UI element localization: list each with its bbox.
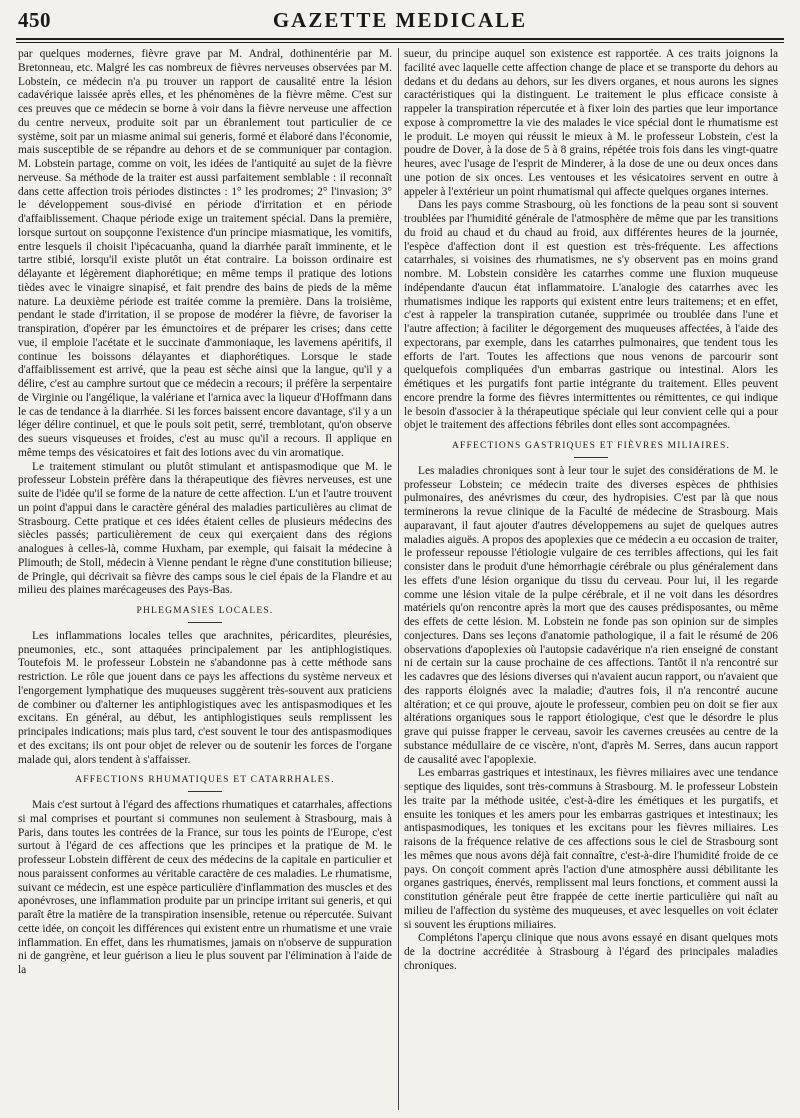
paragraph: Les inflammations locales telles que arachnites, péricardites, pleurésies, pneumonies, etc., sont attaquées principalement par les antiphlogistiques. Toutefois M. le professeur Lobstein ne s'abandonne pas à cette méthode sans restriction. Le rôle que jouent dans ce pays les affections du système nerveux et l'engorgement lymphatique des muqueuses suggèrent très-souvent aux praticiens de combiner ou d'alterner les antiphlogistiques avec les antispasmodiques et les excitans. En général, au début, les antiphlogistiques seuls remplissent les principales indications; mais plus tard, c'est souvent le tour des antispasmodiques et des excitans; ils ont pour objet de relever ou de soutenir les forces de l'organe malade qui, alors tendent à s'affaisser. xyxy=(18,629,392,766)
journal-title: GAZETTE MEDICALE xyxy=(272,8,528,32)
paragraph: sueur, du principe auquel son existence est rapportée. A ces traits joignons la facilité avec laquelle cette affection change de place et se transporte du dehors au dedans et du dedans au dehors, sur les divers organes, et nous aurons les signes caractéristiques qui la distinguent. Le traitement le plus efficace consiste à rappeler la transpiration répercutée et à fixer loin des parties que leur importance expose à compromettre la vie des malades le vice spécial dont le rhumatisme est le produit. Le moyen qui réussit le mieux à M. le professeur Lobstein, c'est la poudre de Dover, à la dose de 5 à 8 grains, répétée trois fois dans les vingt-quatre heures, avec l'usage de l'esprit de Minderer, à la dose de une ou deux onces dans une potion de six onces. Les ventouses et les vésicatoires servent en outre à appeler à l'extérieur un point rhumatismal qui affecte quelques organes internes. xyxy=(404,48,778,198)
header-rule xyxy=(16,38,784,40)
paragraph: Mais c'est surtout à l'égard des affections rhumatiques et catarrhales, affections si mal comprises et pourtant si communes non seulement à Strasbourg, mais à Paris, dans toutes les contrées de la France, sur tous les points de l'Europe, c'est surtout à l'égard de ces affections que les principes et la pratique de M. le professeur Lobstein diffèrent de ceux des médecins de la capitale en particulier et nous paraissent conformes au véritable caractère de ces maladies. Le rhumatisme, suivant ce médecin, est une espèce particulière d'inflammation des muscles et des aponévroses, une inflammation produite par un principe irritant sui generis, et qui paraît être la matière de la transpiration insensible, retenue ou répercutée. Suivant cette idée, on conçoit les différences qui existent entre un rhumatisme et une vraie inflammation. En effet, dans les rhumatismes, jamais on n'observe de suppuration ni de gangrène, et leur guérison a lieu le plus souvent par l'élimination à l'aide de la xyxy=(18,799,392,976)
column-divider xyxy=(398,48,399,1110)
section-heading: AFFECTIONS GASTRIQUES ET FIÈVRES MILIAIRES. xyxy=(404,440,778,458)
page-number: 450 xyxy=(18,8,51,32)
header-rule-thin xyxy=(16,42,784,43)
paragraph: par quelques modernes, fièvre grave par M. Andral, dothinentérie par M. Bretonneau, etc. Malgré les cas nombreux de fièvres nerveuses observées par M. Lobstein, ce médecin n'a pu trouver un rapport de causalité entre la lésion cadavérique laissée après elles, et les phénomènes de la fièvre même. C'est sur ces preuves que ce médecin se borne à voir dans la fièvre nerveuse une affection du centre nerveux, produite soit par un ébranlement tout particulier de ce système, soit par un miasme animal sui generis, formé et élaboré dans l'économie, mais susceptible de se répandre au dehors et de se communiquer par contagion. M. Lobstein partage, comme on voit, les idées de l'antiquité au sujet de la fièvre nerveuse. Sa méthode de la traiter est aussi parfaitement semblable : il reconnaît dans cette affection trois périodes distinctes : 1° les prodromes; 2° l'invasion; 3° le développement sous-divisé en période d'irritation et en période d'affaiblissement. Chaque période exige un traitement spécial. Dans la première, lorsque surtout on soupçonne l'existence d'un principe miasmatique, les vomitifs, entre lesquels il choisit l'ipécacuanha, quand la diarrhée paraît imminente, et le tartre stibié, lorsqu'il existe plutôt un état contraire. La boisson ordinaire est délayante et légèrement diaphorétique; en même temps il pratique des lotions tièdes avec le vinaigre sinapisé, et fait prendre des bains de pieds de la même nature. La deuxième période est traitée comme la première. Dans la troisième, pendant le stade d'irritation, il se propose de modérer la fièvre, de favoriser la transpiration, d'opérer par les émunctoires et de préparer les crises; dans cette vue, il emploie l'acétate et le succinate d'ammoniaque, les lavemens apéritifs, il continue les boissons délayantes et diaphorétiques. Lorsque le stade d'affaiblissement est arrivé, que la peau est sèche ainsi que la langue, qu'il y a délire, c'est au camphre surtout que ce médecin a recours; il préfère la serpentaire de Virginie ou l'angélique, la valériane et l'arnica avec la liqueur d'Hoffmann dans le cas de tendance à la diarrhée. Si les forces baissent encore davantage, s'il y a un léger délire continuel, et que le pouls soit petit, serré, tremblotant, qu'on observe des sueurs visqueuses et froides, c'est au musc qu'il a recours. Il applique en même temps des vésicatoires et fait des lotions avec du vin aromatique. xyxy=(18,48,392,459)
page-header xyxy=(18,6,782,36)
paragraph: Complétons l'aperçu clinique que nous avons essayé en disant quelques mots de la doctrine accréditée à Strasbourg à l'égard des principales maladies chroniques. xyxy=(404,932,778,972)
paragraph: Les maladies chroniques sont à leur tour le sujet des considérations de M. le professeur Lobstein; ce médecin traite des diverses espèces de phthisies pulmonaires, des anévrismes du cœur, des hydropisies. C'est par là que nous terminerons la revue clinique de la Faculté de médecine de Strasbourg. Mais auparavant, il faut ajouter d'autres développemens au sujet de quelques autres maladies aiguës. A propos des apoplexies que ce médecin a eu occasion de traiter, le professeur repousse l'étiologie vulgaire de ces terribles affections, qui les fait consister dans le produit d'une hémorrhagie cérébrale ou plus généralement dans les effets d'une lésion organique du tissu du cerveau. Pour lui, il les regarde comme une lésion vitale de la pulpe cérébrale, et il ne voit dans les désordres matériels qu'on rencontre après la mort que des causes prédisposantes, ou même des effets de cette lésion. M. Lobstein ne fonde pas son opinion sur de simples conjectures. Dans ses leçons d'anatomie pathologique, il a fait le résumé de 206 observations d'apoplexies où l'autopsie cadavérique n'a rien enseigné de constant ni de certain sur la cause prochaine de ces affections. Tantôt il n'a rencontré sur les cadavres que des lésions diverses qui n'avaient aucun rapport, ou n'avaient que des rapports éloignés avec la maladie; d'autres fois, il n'a rencontré aucune altération; et ce qui prouve, ajoute le professeur, combien peu on doit se fier aux altérations organiques sous le rapport étiologique, c'est que le désordre le plus grave qui puisse frapper le cerveau, savoir les cavernes creusées au centre de la substance médullaire de ce viscère, n'ont, d'après M. Serres, dans aucun rapport de causalité avec l'apoplexie. xyxy=(404,464,778,766)
right-column xyxy=(404,48,778,1110)
paragraph: Les embarras gastriques et intestinaux, les fièvres miliaires avec une tendance septique des liquides, sont très-communs à Strasbourg. M. le professeur Lobstein les traite par la méthode usitée, c'est-à-dire les émétiques et les purgatifs, et ensuite les toniques et les amers pour les embarras gastriques et intestinaux; les antispasmodiques, les toniques et les excitans pour les fièvres miliaires. Les raisons de la fréquence relative de ces affections sous le ciel de Strasbourg sont les mêmes que nous avons déjà fait connaître, c'est-à-dire l'humidité froide de ce pays. On conçoit comment après l'action d'une atmosphère aussi débilitante les organes gastriques, énervés, remplissent mal leurs fonctions, et comment aussi la constitution générale peut être frappée de cette inertie particulière qui naît au milieu de l'affection du système des muqueuses, et avec lesquelles on voit éclater si souvent les éruptions miliaires. xyxy=(404,767,778,931)
left-column xyxy=(18,48,392,1110)
section-heading: PHLEGMASIES LOCALES. xyxy=(18,605,392,623)
paragraph: Dans les pays comme Strasbourg, où les fonctions de la peau sont si souvent troublées par l'humidité générale de l'atmosphère de même que par les transitions du froid au chaud et du chaud au froid, aux différentes heures de la journée, l'espèce d'affection dont il est question est très-fréquente. Les affections catarrhales, si voisines des rhumatismes, ne s'y observent pas en moins grand nombre. M. Lobstein considère les catarrhes comme une fluxion muqueuse indépendante d'aucun état inflammatoire. L'analogie des catarrhes avec les rhumatismes indique les rapports qui existent entre leurs traitemens; et en effet, c'est à rappeler la transpiration cutanée, supprimée ou troublée dans l'une et l'autre affection; à faciliter le dégorgement des muqueuses affectées, à l'aide des expectorans, par exemple, dans les catarrhes pulmonaires, que tendent tous les efforts de l'art. Toutes les affections que nous venons de parcourir sont quelquefois compliquées d'un embarras gastrique ou intestinal. Alors les émétiques et les purgatifs font partie intégrante du traitement. Elles peuvent encore prendre la forme des fièvres intermittentes ou rémittentes, ce qui indique le besoin d'associer à la thérapeutique spéciale qui leur convient celle qui a pour objet le traitement des affections fébriles dont elles sont accompagnées. xyxy=(404,199,778,432)
section-heading: AFFECTIONS RHUMATIQUES ET CATARRHALES. xyxy=(18,774,392,792)
paragraph: Le traitement stimulant ou plutôt stimulant et antispasmodique que M. le professeur Lobstein préfère dans la thérapeutique des fièvres nerveuses, est une suite de l'idée qu'il se forme de la nature de cette affection. L'un et l'autre trouvent un point d'appui dans le caractère général des maladies particulières au climat de Strasbourg. Cette pratique et ces idées étaient celles de plusieurs médecins des siècles passés; particulièrement de ceux qui exerçaient dans des régions analogues à celles-là, comme Huxham, par exemple, qui faisait la médecine à Plimouth; de Stoll, médecin à Vienne pendant le règne d'une constitution bilieuse; de Pringle, qui décrivait sa fièvre des camps sous le ciel épais de la Flandre et au milieu des plaines marécageuses des Pays-Bas. xyxy=(18,460,392,597)
